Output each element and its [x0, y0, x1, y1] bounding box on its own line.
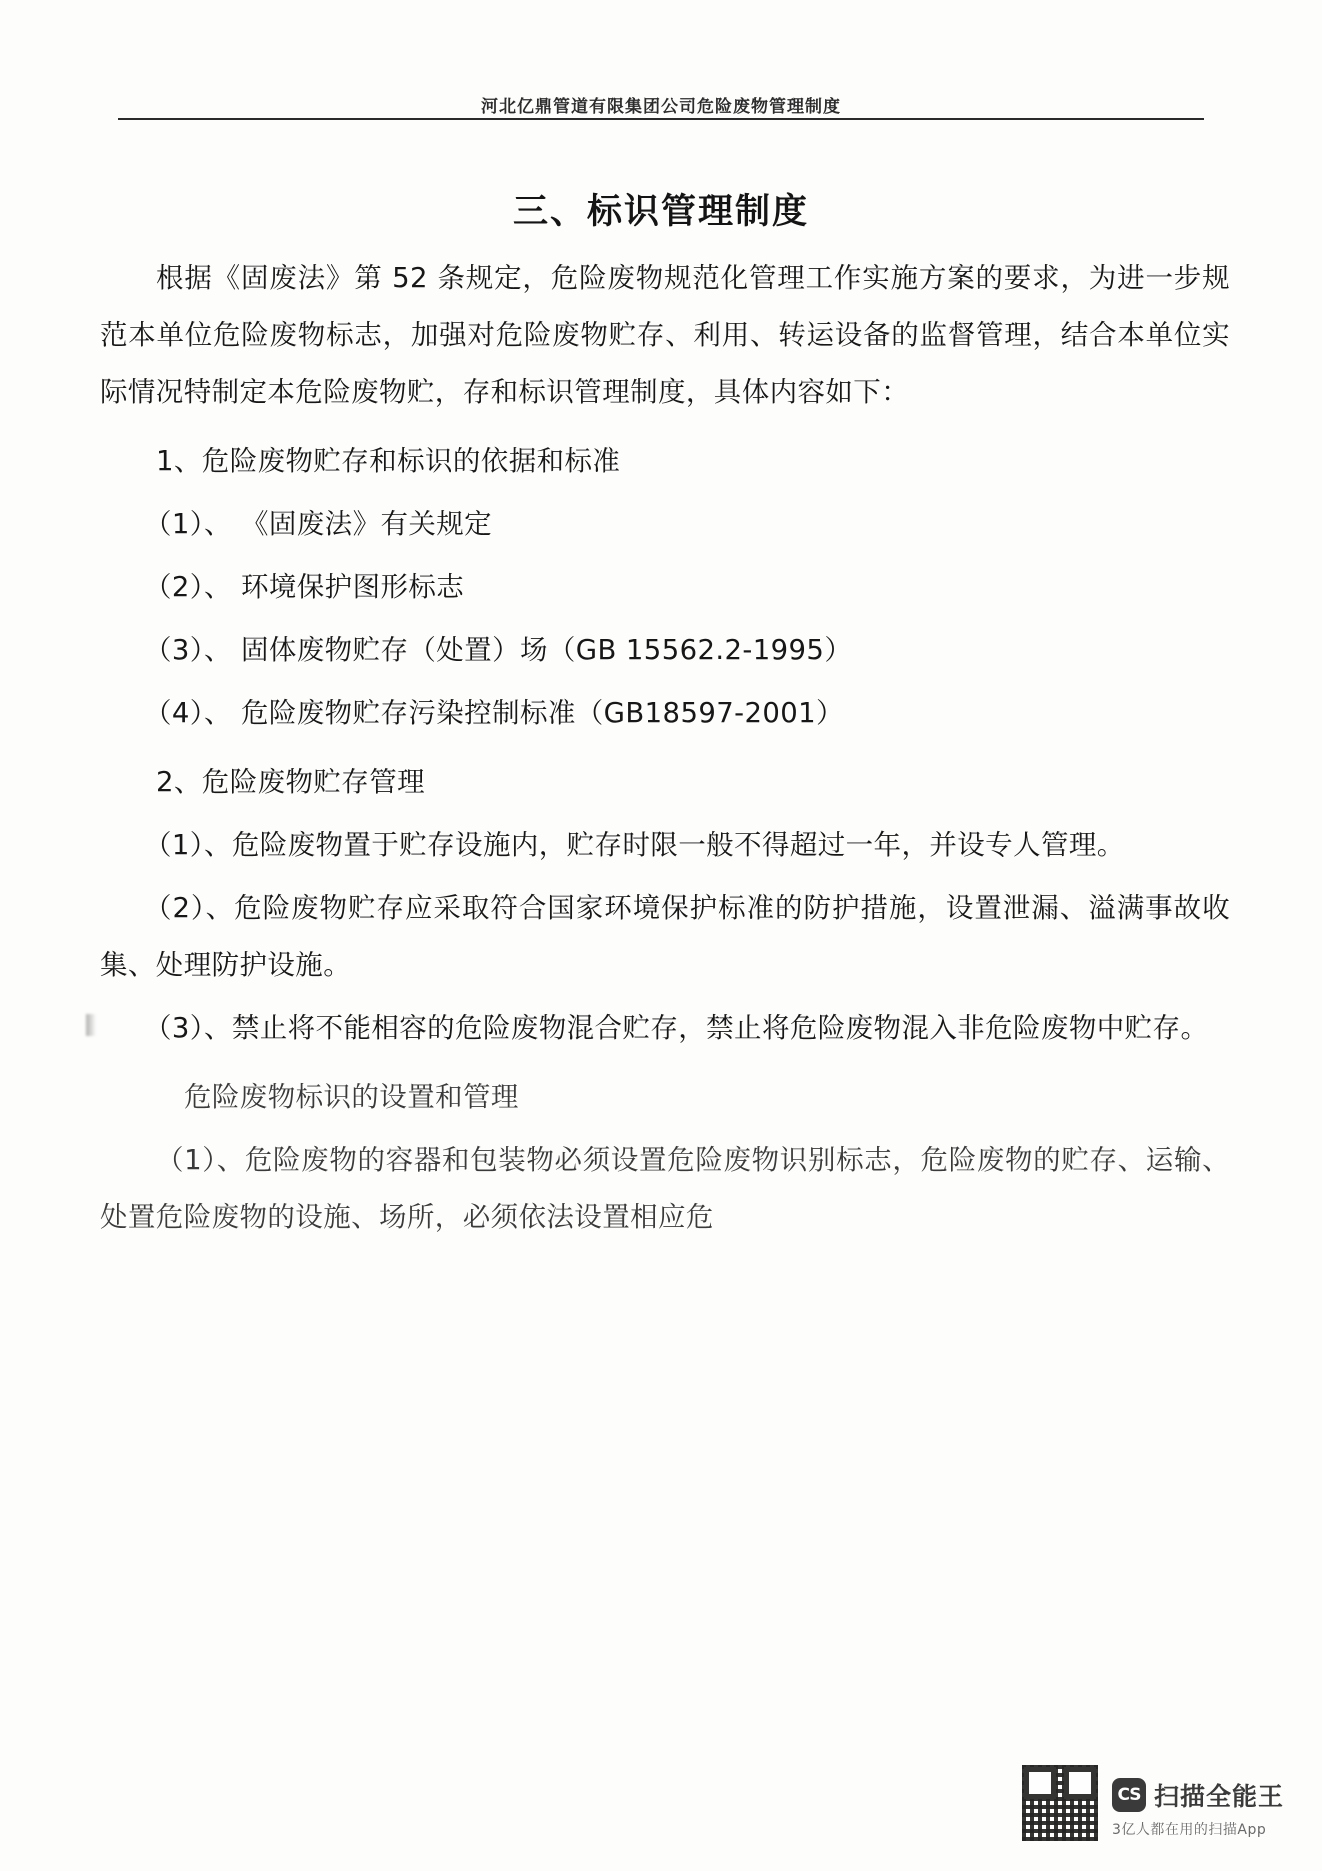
- list-item-1-4: （4）、 危险废物贮存污染控制标准（GB18597-2001）: [144, 697, 844, 729]
- list-item-1-1: （1）、 《固废法》有关规定: [144, 508, 493, 540]
- paragraph-intro: 根据《固废法》第 52 条规定，危险废物规范化管理工作实施方案的要求，为进一步规范本单位危险废物标志，加强对危险废物贮存、利用、转运设备的监督管理，结合本单位实际情况特制定本危险废物贮，存和标识管理制度，具体内容如下：: [100, 262, 1230, 408]
- list-item-2-1: （1）、危险废物置于贮存设施内，贮存时限一般不得超过一年，并设专人管理。: [144, 829, 1125, 861]
- running-title: 河北亿鼎管道有限集团公司危险废物管理制度: [471, 92, 851, 117]
- document-body: [100, 250, 1230, 1246]
- header-divider: [118, 118, 1204, 120]
- page-header: [118, 92, 1204, 126]
- camscanner-logo-icon: CS: [1112, 1778, 1146, 1812]
- scan-app-tagline: 3亿人都在用的扫描App: [1111, 1822, 1267, 1838]
- scan-app-name: 扫描全能王: [1153, 1782, 1284, 1811]
- list-item-2-3: （3）、禁止将不能相容的危险废物混合贮存，禁止将危险废物混入非危险废物中贮存。: [100, 1000, 1230, 1057]
- scan-app-watermark: [1022, 1765, 1284, 1841]
- list-item-2-2: （2）、危险废物贮存应采取符合国家环境保护标准的防护措施，设置泄漏、溢满事故收集、处理防护设施。: [100, 892, 1230, 981]
- list-item-1-3: （3）、 固体废物贮存（处置）场（GB 15562.2-1995）: [144, 634, 853, 666]
- list-item-3-1: （1）、危险废物的容器和包装物必须设置危险废物识别标志，危险废物的贮存、运输、处置危险废物的设施、场所，必须依法设置相应危: [100, 1144, 1230, 1233]
- heading-section-3: 危险废物标识的设置和管理: [184, 1081, 519, 1113]
- heading-section-2: 2、危险废物贮存管理: [156, 766, 425, 798]
- list-item-1-2: （2）、 环境保护图形标志: [144, 571, 465, 603]
- scan-app-title-row: [1112, 1777, 1284, 1813]
- scan-app-text: [1112, 1777, 1284, 1841]
- qr-code-icon: [1022, 1765, 1098, 1841]
- heading-section-1: 1、危险废物贮存和标识的依据和标准: [156, 445, 621, 477]
- page-title: 三、标识管理制度: [512, 192, 809, 232]
